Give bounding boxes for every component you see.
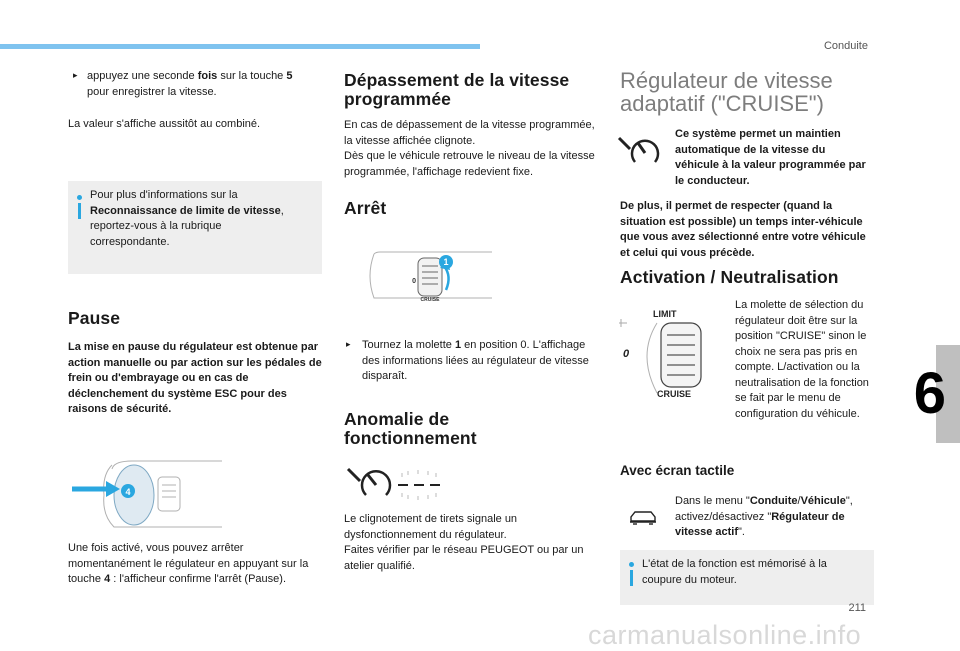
stalk-figure-button-4 [72,455,232,535]
info-box-speed-limit: Pour plus d'informations sur la Reconnaissance de limite de vitesse, reportez-vous à la rubrique correspondante. [68,181,322,274]
cruise-selector-figure [617,305,729,403]
pause-bottom-text: Une fois activé, vous pouvez arrêter momentanément le régulateur en appuyant sur la touche 4 : l'afficheur confirme l'arrêt (Pause). [68,542,309,585]
bullet-arrow-icon: ▸ [73,70,78,80]
overspeed-text-2: Dès que le véhicule retrouve le niveau de la vitesse programmée, l'affichage redevient fixe. [344,150,595,178]
overspeed-text-1: En cas de dépassement de la vitesse programmée, la vitesse affichée clignote. [344,119,595,147]
bullet-save-speed: ▸ appuyez une seconde fois sur la touche 5 pour enregistrer la vitesse. [73,70,293,98]
stop-title: Arrêt [344,198,387,218]
value-text: La valeur s'affiche aussitôt au combiné. [68,118,261,130]
figure-label-cruise: CRUISE [420,297,440,303]
chapter-number: 6 [913,361,946,426]
touch-text: Dans le menu "Conduite/Véhicule", activez/désactivez "Régulateur de vitesse actif". [675,495,853,538]
speedometer-icon [617,134,663,168]
fault-text-1: Le clignotement de tirets signale un dysfonctionnement du régulateur. [344,513,518,541]
cruise-intro-2: De plus, il permet de respecter (quand la situation est possible) un temps inter-véhicule que vous avez sélectionné entre votre véhicule et celui qui vous précède. [620,200,866,259]
section-label: Conduite [823,40,868,52]
dashes-display [398,470,440,500]
header-bar [0,44,480,49]
car-icon [628,508,658,528]
speedometer-icon [348,469,390,495]
speedometer-fault-figure [346,467,456,503]
cruise-title: Régulateur de vitesse adaptatif ("CRUISE") [620,68,833,116]
watermark: carmanualsonline.info [588,620,862,650]
info-icon [629,562,634,567]
bullet-arrow-icon: ▸ [346,339,351,349]
touch-title: Avec écran tactile [620,463,735,478]
figure-label-0: 0 [623,348,630,360]
figure-label-limit: LIMIT [653,309,677,319]
figure-label-4: 4 [125,487,131,497]
figure-label-0: 0 [412,278,416,285]
info-icon [77,195,82,200]
page-number: 211 [848,602,866,614]
figure-label-cruise: CRUISE [657,389,692,399]
activation-text: La molette de sélection du régulateur doit être sur la position "CRUISE" sinon le choix ne sera pas pris en compte. L/activation ou la neutralisation de la fonction se fait par le menu de configuration du véhicule. [735,299,869,420]
overspeed-title: Dépassement de la vitesse programmée [344,70,570,109]
activation-title: Activation / Neutralisation [620,267,839,287]
figure-label-1: 1 [443,257,449,267]
stalk-figure-wheel-1 [364,246,494,306]
fault-text-2: Faites vérifier par le réseau PEUGEOT ou par un atelier qualifié. [344,544,584,572]
pause-title: Pause [68,308,121,328]
stop-bullet: ▸ Tournez la molette 1 en position 0. L'affichage des informations liées au régulateur de vitesse disparaît. [346,339,589,382]
pause-text: La mise en pause du régulateur est obtenue par action manuelle ou par action sur les pédales de frein ou d'embrayage ou en cas de déclenchement du système ESC pour des raisons de sécurité. [68,341,322,415]
fault-title: Anomalie de fonctionnement [344,409,477,448]
info-box-memory: L'état de la fonction est mémorisé à la coupure du moteur. [620,550,874,605]
cruise-intro: Ce système permet un maintien automatique de la vitesse du véhicule à la valeur programmée par le conducteur. [675,128,866,187]
